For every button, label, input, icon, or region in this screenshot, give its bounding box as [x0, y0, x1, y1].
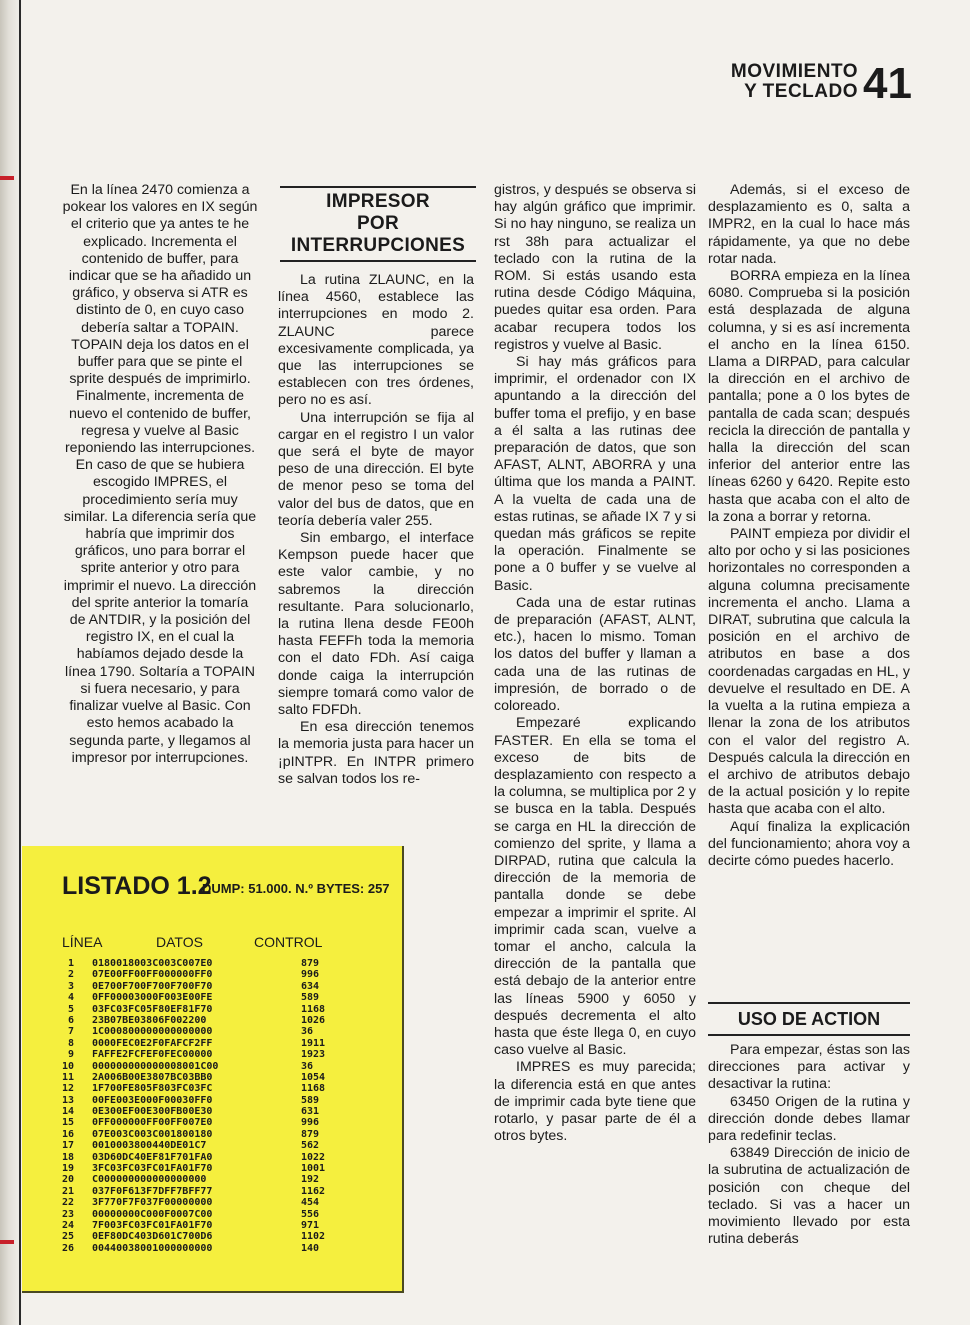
- listing-line-number: 3: [67, 980, 74, 992]
- listing-data: 0FF000000FF00FF007E0: [92, 1117, 213, 1129]
- listing-title: LISTADO 1.2: [62, 872, 212, 900]
- listing-data: 00440038001000000000: [92, 1242, 213, 1254]
- page-number: 41: [863, 59, 912, 108]
- listing-data: 0EF80DC403D601C700D6: [92, 1231, 213, 1243]
- listing-control: 36: [301, 1060, 314, 1072]
- paragraph: Si hay más gráficos para imprimir, el ordenador con IX apuntando a la dirección del buffer toma el prefijo, y en base a él salta a las rutinas dee preparación de datos, que son AFAST, ALNT, ABORRA y una última que los manda a PAINT. A la vuelta de cada una de estas rutinas, se añade IX 7 y si quedan más gráficos se repite la operación. Finalmente se pone a 0 buffer y se vuelve al Basic.: [494, 354, 696, 594]
- listing-line-number: 9: [67, 1049, 74, 1061]
- listing-line-number: 4: [67, 992, 74, 1004]
- listing-row: [48, 992, 388, 1003]
- listing-data: 0000FEC0E2F0FAFCF2FF: [92, 1037, 213, 1049]
- listing-data: 23B07BE03806F002200: [92, 1014, 207, 1026]
- listing-row: [48, 1197, 388, 1208]
- listing-data: 7F003FC03FC01FA01F70: [92, 1219, 213, 1231]
- heading-rule: [280, 186, 476, 188]
- listing-control: 1102: [301, 1231, 326, 1243]
- listing-row: [48, 1231, 388, 1242]
- section-header: [731, 62, 858, 102]
- listing-row: [48, 1129, 388, 1140]
- listing-row: [48, 1174, 388, 1185]
- paragraph: BORRA empieza en la línea 6080. Comprueba si la posición está desplazada de alguna columna, y si es así incrementa el ancho en la línea 6150. Llama a DIRPAD, para calcular la dirección en el archivo de pantalla; pone a 0 los bytes de pantalla de cada scan; después recicla la dirección de pantalla y halla la dirección del scan inferior del anterior entre las líneas 6260 y 6420. Repite esto hasta que acaba con el alto de la zona a borrar y retorna.: [708, 268, 910, 525]
- listing-line-number: 5: [67, 1003, 74, 1015]
- listing-header-line: LÍNEA: [62, 934, 103, 950]
- paragraph: En esa dirección tenemos la memoria justa para hacer un ¡pINTPR. En INTPR primero se salvan todos los re-: [278, 719, 474, 787]
- paragraph: IMPRES es muy parecida; la diferencia está en que antes de imprimir cada byte tiene que rotarlo, y pasar parte de él a otros bytes.: [494, 1059, 696, 1145]
- listing-line-number: 2: [67, 969, 74, 981]
- listing-row: [48, 1186, 388, 1197]
- listing-line-number: 23: [61, 1208, 74, 1220]
- section-title-line2: Y TECLADO: [744, 81, 858, 102]
- paragraph: Además, si el exceso de desplazamiento es 0, salta a IMPR2, en la cual lo hace más rápidamente, ya que no debe rotar nada.: [708, 182, 910, 267]
- listing-line-number: 17: [61, 1140, 74, 1152]
- listing-control: 971: [301, 1219, 320, 1231]
- listing-data: 2A006B00E3807BC03BB0: [92, 1071, 213, 1083]
- listing-row: [48, 1243, 388, 1254]
- listing-row: [48, 1015, 388, 1026]
- paragraph: Para empezar, éstas son las direcciones para activar y desactivar la rutina:: [708, 1042, 910, 1093]
- uso-heading: [708, 1002, 910, 1036]
- paragraph: Empezaré explicando FASTER. En ella se toma el exceso de bits de desplazamiento con respecto a la columna, se multiplica por 2 y se busca en la tabla. Después se carga en HL la dirección de comienzo del sprite, y llama a DIRPAD, rutina que calcula la dirección de la memoria de pantalla donde se debe empezar a imprimir el sprite. Al imprimir cada scan, vuelve a tomar el ancho, calcula la dirección de la pantalla que está debajo de la anterior entre las líneas 5900 y 6050 y después decrementa el alto hasta que éste llega 0, en cuyo caso vuelve al Basic.: [494, 715, 696, 1059]
- listing-row: [48, 1209, 388, 1220]
- column-1: [62, 182, 258, 767]
- listing-row: [48, 958, 388, 969]
- listing-row: [48, 969, 388, 980]
- listing-data: 03D60DC40EF81F701FA0: [92, 1151, 213, 1163]
- listing-line-number: 6: [67, 1014, 74, 1026]
- listing-data: 1C000800000000000000: [92, 1026, 213, 1038]
- heading-rule: [280, 260, 476, 262]
- listing-rows: [48, 958, 388, 1254]
- paragraph: gistros, y después se observa si hay algún gráfico que imprimir. Si no hay ninguno, se realiza un rst 38h para actualizar el teclado con la rutina de la ROM. Si estás usando esta rutina desde Código Máquina, puedes quitar esa orden. Para acabar recupera todos los registros y vuelve al Basic.: [494, 182, 696, 353]
- listing-data: 07E00FF00FF000000FF0: [92, 969, 213, 981]
- red-edge-mark: [0, 176, 14, 180]
- listing-data: 00000000C000F0007C00: [92, 1208, 213, 1220]
- listing-line-number: 19: [61, 1163, 74, 1175]
- listing-data: 0010003800440DE01C7: [92, 1140, 207, 1152]
- listing-control: 1001: [301, 1163, 326, 1175]
- uso-heading-text: USO DE ACTION: [737, 1009, 881, 1029]
- paragraph: En la línea 2470 comienza a pokear los valores en IX según el criterio que ya antes te he explicado. Incrementa el contenido de buffer, para indicar que se ha añadido un gráfico, y observa si ATR es distinto de 0, en cuyo caso debería saltar a TOPAIN.: [62, 182, 258, 336]
- listing-control: 1054: [301, 1071, 326, 1083]
- listing-line-number: 1: [67, 958, 74, 969]
- listing-control: 631: [301, 1106, 320, 1118]
- listing-data: 000000000000008001C00: [92, 1060, 219, 1072]
- listing-control: 36: [301, 1026, 314, 1038]
- spine-line: [19, 0, 21, 1325]
- listing-control: 1923: [301, 1049, 326, 1061]
- box-heading-line1: IMPRESOR: [326, 191, 430, 212]
- listing-row: [48, 1061, 388, 1072]
- heading-rule: [708, 1034, 910, 1036]
- listing-control: 589: [301, 1094, 320, 1106]
- listing-data: 1F700FE805F803FC03FC: [92, 1083, 213, 1095]
- listing-row: [48, 1106, 388, 1117]
- listing-control: 140: [301, 1242, 320, 1254]
- listing-dump-info: DUMP: 51.000. N.º BYTES: 257: [202, 881, 390, 896]
- listing-box: [22, 846, 404, 1293]
- listing-control: 1022: [301, 1151, 326, 1163]
- listing-control: 589: [301, 992, 320, 1004]
- listing-data: C000000000000000000: [92, 1174, 207, 1186]
- listing-data: 0E300EF00E300FB00E30: [92, 1106, 213, 1118]
- red-edge-mark: [0, 1240, 14, 1244]
- listing-row: [48, 1220, 388, 1231]
- listing-data: 0E700F700F700F700F70: [92, 980, 213, 992]
- paragraph: Cada una de estar rutinas de preparación (AFAST, ALNT, etc.), hacen lo mismo. Toman los datos del buffer y llaman a cada una de las rutinas de impresión, de borrado o de coloreado.: [494, 594, 696, 715]
- listing-line-number: 26: [61, 1242, 74, 1254]
- listing-row: [48, 1026, 388, 1037]
- listing-data: 3FC03FC03FC01FA01F70: [92, 1163, 213, 1175]
- listing-line-number: 15: [61, 1117, 74, 1129]
- paragraph: Aquí finaliza la explicación del funcionamiento; ahora voy a decirte cómo puedes hacerlo.: [708, 818, 910, 869]
- paragraph: PAINT empieza por dividir el alto por ocho y si las posiciones horizontales no corresponden a alguna columna precisamente incrementa el ancho. Llama a DIRAT, subrutina que calcula la posición en el archivo de atributos en base a dos coordenadas cargadas en HL, y devuelve el resultado en DE. A la vuelta a la rutina empieza a llenar la zona de los atributos con el valor del registro A. Después calcula la dirección en el archivo de atributos debajo de la actual posición y lo repite hasta que acaba con el alto.: [708, 526, 910, 818]
- listing-data: 03FC03FC05F80EF81F70: [92, 1003, 213, 1015]
- listing-control: 1911: [301, 1037, 326, 1049]
- listing-line-number: 11: [61, 1071, 74, 1083]
- listing-row: [48, 1140, 388, 1151]
- listing-line-number: 12: [61, 1083, 74, 1095]
- paragraph: La rutina ZLAUNC, en la línea 4560, establece las interrupciones en modo 2. ZLAUNC parece excesivamente complicada, ya que las interrupciones se establecen con tres órdenes, pero no es así.: [278, 272, 474, 409]
- listing-row: [48, 1038, 388, 1049]
- listing-data: FAFFE2FCFEF0FEC00000: [92, 1049, 213, 1061]
- paragraph: Una interrupción se fija al cargar en el registro I un valor que será el byte de mayor peso de una dirección. El byte de menor peso se toma del valor del bus de datos, que en teoría debería valer 255.: [278, 409, 474, 529]
- listing-row: [48, 1163, 388, 1174]
- listing-row: [48, 1049, 388, 1060]
- listing-line-number: 18: [61, 1151, 74, 1163]
- listing-data: 3F770F7F037F00000000: [92, 1197, 213, 1209]
- listing-row: [48, 1095, 388, 1106]
- listing-control: 556: [301, 1208, 320, 1220]
- listing-line-number: 16: [61, 1128, 74, 1140]
- listing-line-number: 25: [61, 1231, 74, 1243]
- listing-line-number: 13: [61, 1094, 74, 1106]
- paragraph: TOPAIN deja los datos en el buffer para que se pinte el sprite después de imprimirlo. Finalmente, incrementa de nuevo el contenido de buffer, regresa y vuelve al Basic reponiendo las interrupciones.: [64, 336, 256, 457]
- listing-data: 07E003C003C001800180: [92, 1128, 213, 1140]
- listing-control: 1168: [301, 1003, 326, 1015]
- listing-row: [48, 1152, 388, 1163]
- listing-line-number: 22: [61, 1197, 74, 1209]
- listing-line-number: 14: [61, 1106, 74, 1118]
- listing-row: [48, 1004, 388, 1015]
- listing-control: 192: [301, 1174, 320, 1186]
- box-heading-line2: POR INTERRUPCIONES: [290, 213, 466, 256]
- listing-row: [48, 981, 388, 992]
- listing-line-number: 20: [61, 1174, 74, 1186]
- listing-data: 037F0F613F7DFF7BFF77: [92, 1185, 213, 1197]
- paragraph: 63849 Dirección de inicio de la subrutina de actualización de posición con cheque del teclado. Si vas a hacer un movimiento llevado por esta rutina deberás: [708, 1145, 910, 1248]
- listing-line-number: 21: [61, 1185, 74, 1197]
- listing-control: 996: [301, 969, 320, 981]
- paragraph: 63450 Origen de la rutina y dirección donde debes llamar para redefinir teclas.: [708, 1093, 910, 1145]
- column-4-continued: [708, 1042, 910, 1248]
- box-heading: [280, 186, 476, 262]
- paragraph: En caso de que se hubiera escogido IMPRES, el procedimiento sería muy similar. La diferencia sería que habría que imprimir dos gráficos, uno para borrar el sprite anterior y otro para imprimir el nuevo. La dirección del sprite anterior la tomaría de ANTDIR, y la posición del registro IX, en el cual la habíamos dejado desde la línea 1790. Soltaría a TOPAIN si fuera necesario, y para finalizar vuelve al Basic. Con esto hemos acabado la segunda parte, y llegamos al impresor por interrupciones.: [63, 457, 257, 766]
- column-4: [708, 182, 910, 870]
- listing-line-number: 10: [61, 1060, 74, 1072]
- listing-data: 00FE003E000F00030FF0: [92, 1094, 213, 1106]
- section-title-line1: MOVIMIENTO: [730, 61, 858, 82]
- listing-control: 879: [301, 1128, 320, 1140]
- listing-row: [48, 1083, 388, 1094]
- listing-row: [48, 1117, 388, 1128]
- listing-header-data: DATOS: [156, 934, 203, 950]
- listing-line-number: 7: [67, 1026, 74, 1038]
- listing-control: 1168: [301, 1083, 326, 1095]
- paragraph: Sin embargo, el interface Kempson puede hacer que este valor cambie, y no sabremos la dirección resultante. Para solucionarlo, la rutina llena desde FE00h hasta FEFFh toda la memoria con el dato FDh. Así caiga donde caiga la interrupción siempre tomará como valor de salto FDFDh.: [278, 530, 474, 719]
- listing-control: 1026: [301, 1014, 326, 1026]
- listing-control: 996: [301, 1117, 320, 1129]
- listing-control: 879: [301, 958, 320, 969]
- listing-control: 454: [301, 1197, 320, 1209]
- listing-data: 0FF00003000F003E00FE: [92, 992, 213, 1004]
- column-3: [494, 182, 696, 1145]
- listing-row: [48, 1072, 388, 1083]
- heading-rule: [708, 1002, 910, 1004]
- listing-control: 562: [301, 1140, 320, 1152]
- listing-control: 1162: [301, 1185, 326, 1197]
- listing-control: 634: [301, 980, 320, 992]
- column-2: [278, 272, 474, 788]
- listing-data: 0180018003C003C007E0: [92, 958, 213, 969]
- listing-line-number: 8: [67, 1037, 74, 1049]
- listing-line-number: 24: [61, 1219, 74, 1231]
- listing-header-control: CONTROL: [254, 934, 323, 950]
